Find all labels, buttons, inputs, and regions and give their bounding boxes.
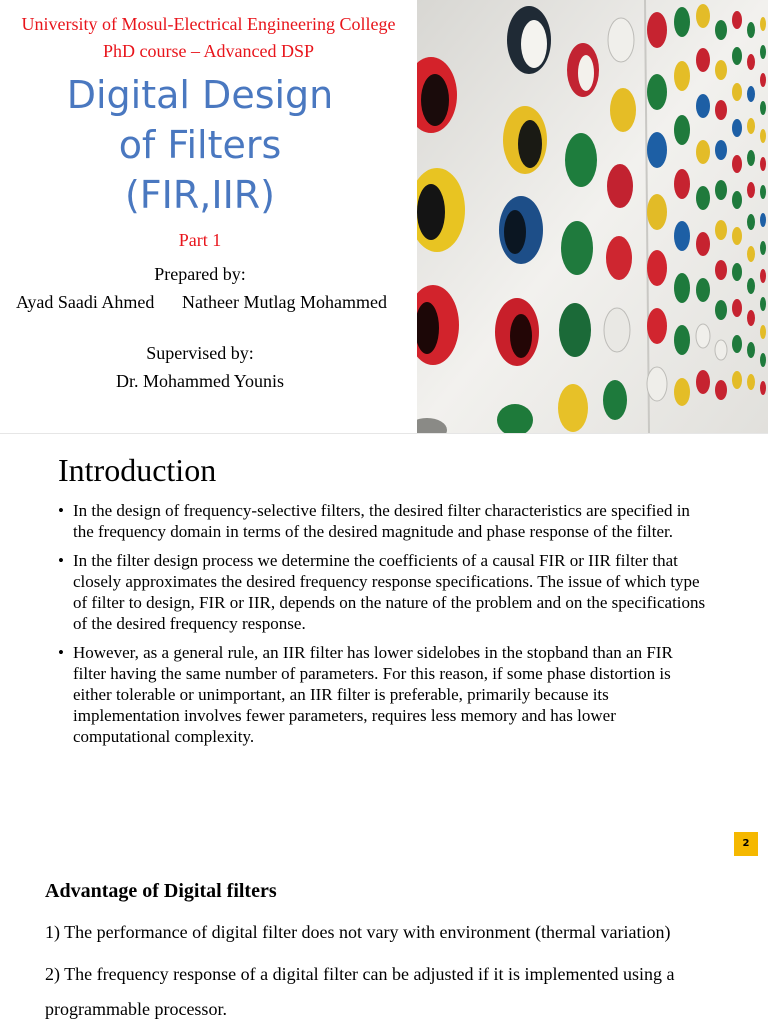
bullet-item	[58, 550, 708, 634]
supervisor-name: Dr. Mohammed Younis	[115, 371, 285, 391]
part-label: Part 1	[178, 230, 222, 250]
title-line-1: Digital Design	[66, 73, 334, 117]
institution-line: University of Mosul-Electrical Engineering College	[21, 14, 396, 34]
slide-divider	[0, 433, 768, 434]
title-line-3: (FIR,IIR)	[124, 173, 275, 217]
supervised-by-label: Supervised by:	[146, 343, 254, 363]
title-slide-text	[0, 0, 417, 433]
bullet-dot: •	[58, 643, 64, 662]
advantages-heading: Advantage of Digital filters	[45, 880, 277, 902]
perforated-wall-photo	[417, 0, 768, 433]
advantage-item-1: 1) The performance of digital filter does not vary with environment (thermal variation)	[45, 922, 671, 942]
bullet-text: However, as a general rule, an IIR filter has lower sidelobes in the stopband than an FIR filter having the same number of parameters. For this reason, if some phase distortion is either tolerable or unimportant, an IIR filter is preferable, primarily because its implementation involves fewer parameters, requires less memory and has lower computational complexity.	[73, 643, 673, 746]
introduction-bullets	[58, 500, 708, 755]
author-name-2: Natheer Mutlag Mohammed	[182, 292, 387, 312]
author-name-1: Ayad Saadi Ahmed	[16, 292, 155, 312]
bullet-item	[58, 642, 708, 747]
introduction-heading: Introduction	[58, 452, 217, 488]
bullet-text: In the design of frequency-selective filters, the desired filter characteristics are specified in the frequency domain in terms of the desired magnitude and phase response of the filter.	[73, 501, 690, 541]
course-line: PhD course – Advanced DSP	[103, 41, 314, 61]
bullet-dot: •	[58, 501, 64, 520]
deck-title	[0, 70, 400, 220]
bullet-dot: •	[58, 551, 64, 570]
title-line-2: of Filters	[118, 123, 282, 167]
title-slide	[0, 0, 768, 433]
advantage-item-2: 2) The frequency response of a digital filter can be adjusted if it is implemented using a programmable processor.	[45, 964, 675, 1019]
page-number-badge: 2	[734, 832, 758, 856]
prepared-by-label: Prepared by:	[154, 264, 246, 284]
bullet-item	[58, 500, 708, 542]
bullet-text: In the filter design process we determine the coefficients of a causal FIR or IIR filter that closely approximates the desired frequency response specifications. The issue of which type of filter to design, FIR or IIR, depends on the nature of the problem and on the specifications of the desired frequency response.	[73, 551, 706, 633]
